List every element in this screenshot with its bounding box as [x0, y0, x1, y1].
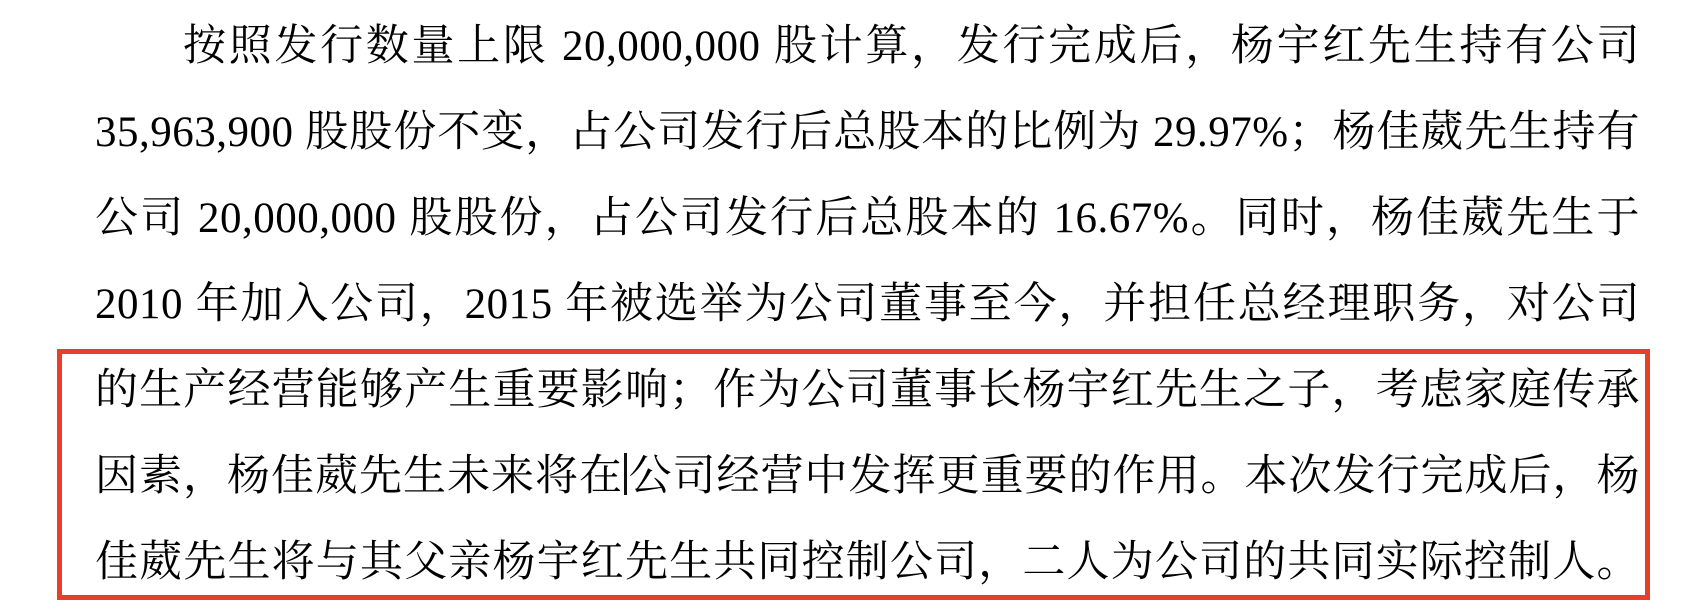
text-line-4[interactable]: 2010 年加入公司，2015 年被选举为公司董事至今，并担任总经理职务，对公司 — [95, 281, 1640, 328]
text-line-6-after-caret: 公司经营中发挥更重要的作用。本次发行完成后，杨 — [628, 453, 1640, 500]
text-line-7[interactable]: 佳葳先生将与其父亲杨宇红先生共同控制公司，二人为公司的共同实际控制人。 — [95, 539, 1640, 586]
text-line-6-before-caret: 因素，杨佳葳先生未来将在 — [95, 453, 623, 500]
text-line-5[interactable]: 的生产经营能够产生重要影响；作为公司董事长杨宇红先生之子，考虑家庭传承 — [95, 367, 1640, 414]
paragraph — [95, 4, 1640, 606]
text-line-1[interactable]: 按照发行数量上限 20,000,000 股计算，发行完成后，杨宇红先生持有公司 — [183, 23, 1640, 70]
text-line-3[interactable]: 公司 20,000,000 股股份，占公司发行后总股本的 16.67%。同时，杨佳葳先生于 — [95, 195, 1640, 242]
text-line-6[interactable] — [95, 434, 1640, 520]
text-line-2[interactable]: 35,963,900 股股份不变，占公司发行后总股本的比例为 29.97%；杨佳葳先生持有 — [95, 109, 1640, 156]
text-cursor-caret — [624, 453, 627, 495]
